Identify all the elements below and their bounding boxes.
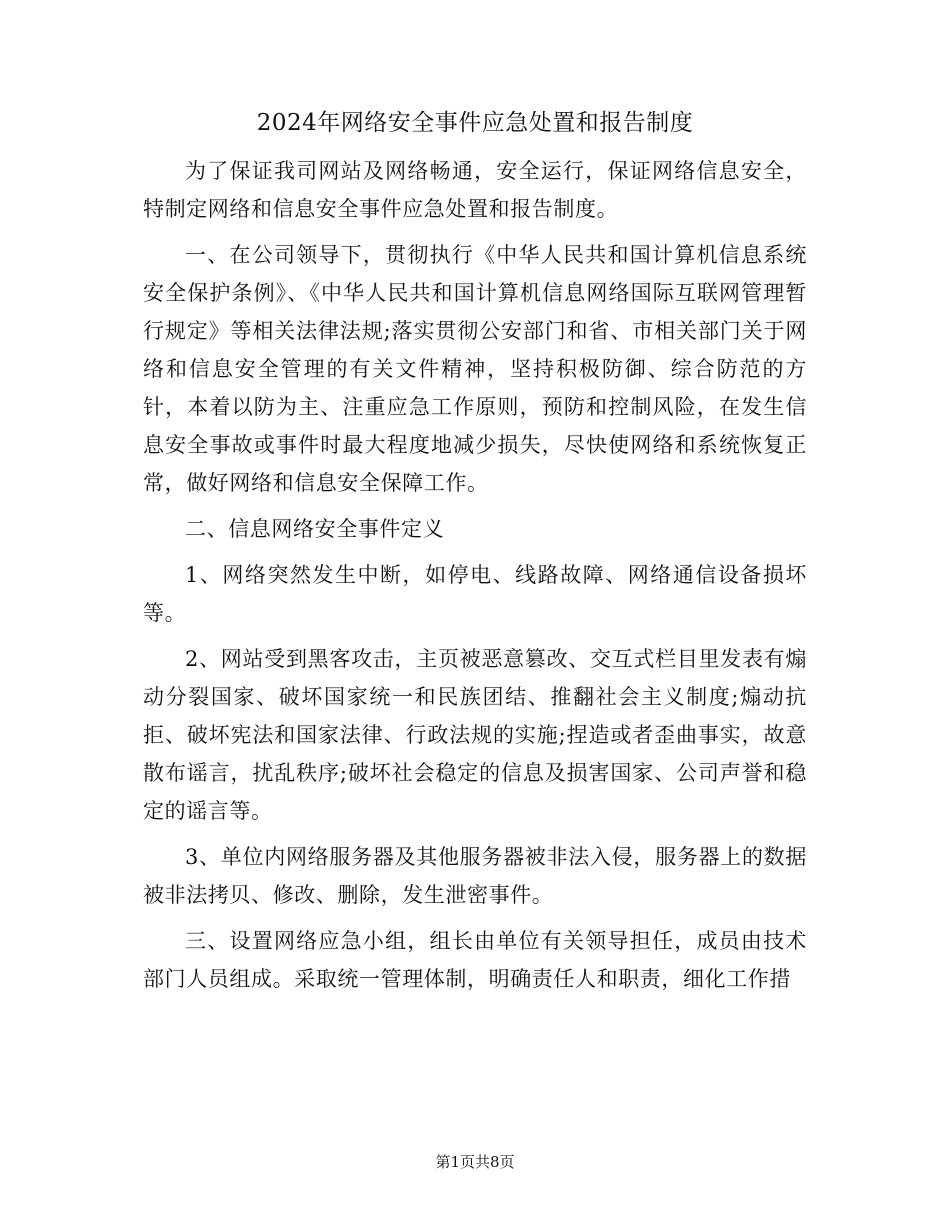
definition-item-1: 1、网络突然发生中断，如停电、线路故障、网络通信设备损坏等。 (143, 563, 807, 625)
definition-item-2: 2、网站受到黑客攻击，主页被恶意篡改、交互式栏目里发表有煽动分裂国家、破坏国家统一和民族团结、推翻社会主义制度;煽动抗拒、破坏宪法和国家法律、行政法规的实施;捏造或者歪曲事实，故意散布谣言，扰乱秩序;破坏社会稳定的信息及损害国家、公司声誉和稳定的谣言等。 (143, 647, 807, 823)
section-two-heading: 二、信息网络安全事件定义 (185, 517, 445, 541)
document-title: 2024年网络安全事件应急处置和报告制度 (256, 110, 694, 136)
intro-paragraph: 为了保证我司网站及网络畅通，安全运行，保证网络信息安全，特制定网络和信息安全事件应急处置和报告制度。 (143, 159, 807, 221)
page-number-footer: 第1页共8页 (435, 1153, 515, 1171)
section-three-paragraph: 三、设置网络应急小组，组长由单位有关领导担任，成员由技术部门人员组成。采取统一管理体制，明确责任人和职责，细化工作措 (143, 929, 807, 991)
section-one-paragraph: 一、在公司领导下，贯彻执行《中华人民共和国计算机信息系统安全保护条例》、《中华人民共和国计算机信息网络国际互联网管理暂行规定》等相关法律法规;落实贯彻公安部门和省、市相关部门关于网络和信息安全管理的有关文件精神，坚持积极防御、综合防范的方针，本着以防为主、注重应急工作原则，预防和控制风险，在发生信息安全事故或事件时最大程度地减少损失，尽快使网络和系统恢复正常，做好网络和信息安全保障工作。 (143, 243, 807, 495)
document-body (143, 152, 807, 1006)
definition-item-3: 3、单位内网络服务器及其他服务器被非法入侵，服务器上的数据被非法拷贝、修改、删除，发生泄密事件。 (143, 845, 807, 907)
